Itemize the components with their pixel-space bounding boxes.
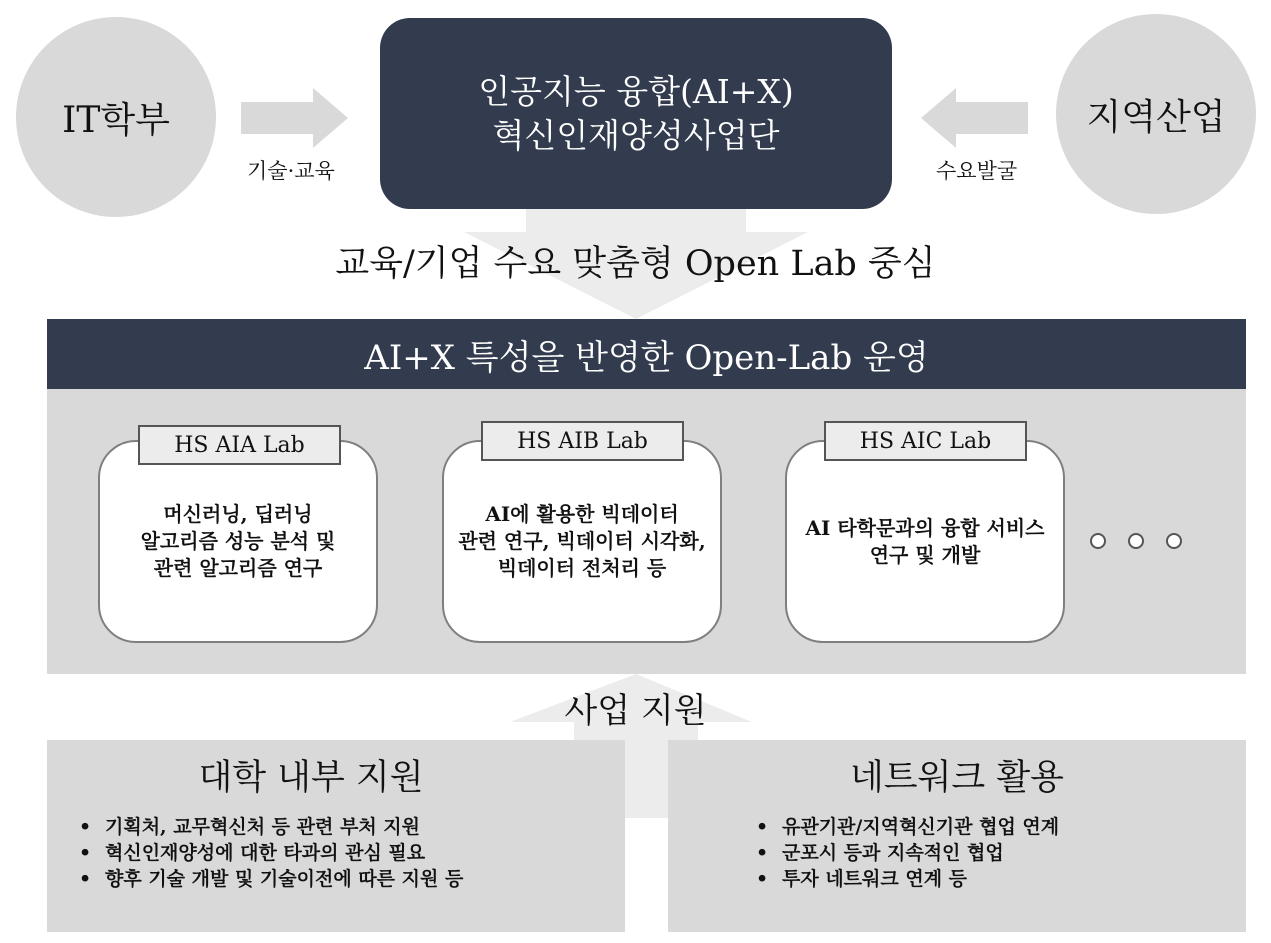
network-list — [756, 814, 1059, 892]
lab-aia-line: 머신러닝, 딥러닝 — [163, 502, 313, 526]
demand-discovery-label: 수요발굴 — [936, 159, 1018, 183]
internal-support-title: 대학 내부 지원 — [198, 758, 424, 798]
open-lab-banner-text: AI+X 특성을 반영한 Open-Lab 운영 — [364, 337, 929, 378]
lab-card-aib — [442, 440, 722, 643]
lab-aia-line: 알고리즘 성능 분석 및 — [140, 529, 336, 553]
network-title: 네트워크 활용 — [850, 758, 1064, 798]
lab-aia-line: 관련 알고리즘 연구 — [153, 556, 323, 580]
lab-title-aic: HS AIC Lab — [824, 421, 1027, 461]
list-item: • 향후 기술 개발 및 기술이전에 따른 지원 등 — [79, 866, 463, 892]
lab-aic-line: 연구 및 개발 — [869, 542, 981, 567]
regional-industry-label: 지역산업 — [1086, 96, 1226, 138]
project-group-line1: 인공지능 융합(AI+X) — [478, 71, 794, 111]
list-item: • 유관기관/지역혁신기관 협업 연계 — [756, 814, 1059, 840]
lab-aib-line: AI에 활용한 빅데이터 — [485, 502, 679, 526]
list-item: • 군포시 등과 지속적인 협업 — [756, 840, 1059, 866]
open-lab-banner — [47, 319, 1246, 389]
more-dot — [1166, 533, 1182, 549]
business-support-label: 사업 지원 — [564, 691, 707, 731]
lab-aib-line: 빅데이터 전처리 등 — [497, 556, 667, 580]
more-dot — [1090, 533, 1106, 549]
regional-industry-node — [1056, 14, 1256, 214]
left-flow-arrow — [241, 88, 348, 148]
list-item: • 기획처, 교무혁신처 등 관련 부처 지원 — [79, 814, 463, 840]
network-box — [668, 740, 1246, 932]
lab-card-aia — [98, 440, 378, 643]
lab-aib-line: 관련 연구, 빅데이터 시각화, — [458, 529, 706, 553]
right-flow-arrow — [921, 88, 1028, 148]
internal-support-list — [79, 814, 463, 892]
list-item: • 혁신인재양성에 대한 타과의 관심 필요 — [79, 840, 463, 866]
lab-title-aia: HS AIA Lab — [138, 425, 341, 465]
focus-statement: 교육/기업 수요 맞춤형 Open Lab 중심 — [335, 244, 936, 284]
project-group-line2: 혁신인재양성사업단 — [492, 115, 780, 155]
more-dot — [1128, 533, 1144, 549]
project-group-box — [380, 18, 892, 209]
it-department-node — [16, 17, 216, 217]
lab-card-aic — [785, 440, 1065, 643]
list-item: • 투자 네트워크 연계 등 — [756, 866, 1059, 892]
lab-title-aib: HS AIB Lab — [481, 421, 684, 461]
internal-support-box — [47, 740, 625, 932]
lab-aic-line: AI 타학문과의 융합 서비스 — [805, 515, 1045, 540]
it-department-label: IT학부 — [62, 99, 170, 141]
tech-education-label: 기술·교육 — [247, 159, 335, 183]
